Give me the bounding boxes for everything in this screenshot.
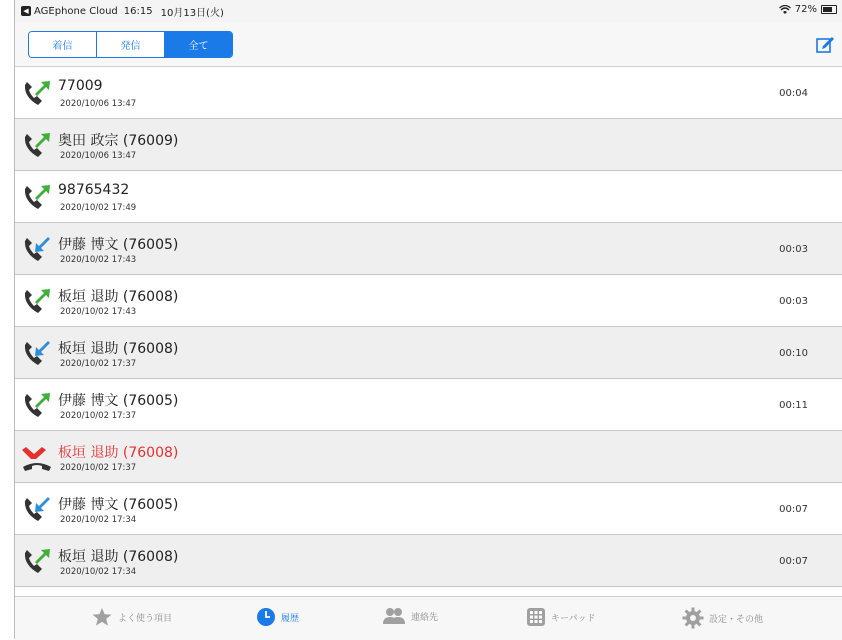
- tab-bar: [15, 596, 842, 640]
- tab-history-label: 履歴: [281, 613, 300, 624]
- tab-favorites-label: よく使う項目: [118, 613, 173, 624]
- call-date: 2020/10/02 17:43: [60, 255, 137, 265]
- missed-call-icon: [22, 441, 52, 471]
- outgoing-call-icon: [22, 129, 52, 159]
- status-right: [779, 4, 837, 15]
- call-date: 2020/10/02 17:34: [60, 567, 137, 577]
- segment-outgoing[interactable]: 発信: [97, 32, 165, 57]
- call-date: 2020/10/06 13:47: [60, 99, 137, 109]
- call-duration: 00:07: [779, 556, 808, 567]
- status-date: 10月13日(火): [160, 7, 224, 19]
- call-name: 98765432: [58, 182, 130, 198]
- call-row[interactable]: [15, 327, 842, 379]
- call-row[interactable]: [15, 379, 842, 431]
- call-date: 2020/10/02 17:43: [60, 307, 137, 317]
- call-date: 2020/10/02 17:37: [60, 411, 137, 421]
- outgoing-call-icon: [22, 545, 52, 575]
- call-date: 2020/10/06 13:47: [60, 151, 137, 161]
- call-date: 2020/10/02 17:37: [60, 359, 137, 369]
- tab-settings-label: 設定・その他: [709, 614, 764, 625]
- call-date: 2020/10/02 17:37: [60, 463, 137, 473]
- call-name: 77009: [58, 78, 103, 94]
- call-row[interactable]: [15, 67, 842, 119]
- gear-icon: [682, 607, 704, 629]
- app-screen: [14, 0, 842, 639]
- tab-contacts-label: 連絡先: [411, 612, 439, 623]
- outgoing-call-icon: [22, 181, 52, 211]
- device-frame: [0, 0, 14, 639]
- call-name: 板垣 退助 (76008): [58, 289, 179, 305]
- call-duration: 00:11: [779, 400, 808, 411]
- tab-contacts[interactable]: [382, 607, 438, 625]
- call-name: 奥田 政宗 (76009): [58, 133, 179, 149]
- call-name: 板垣 退助 (76008): [58, 549, 179, 565]
- status-bar: [15, 0, 842, 22]
- tab-settings[interactable]: [682, 607, 763, 629]
- call-filter-segment: [28, 31, 233, 58]
- compose-icon[interactable]: [815, 34, 835, 54]
- call-name: 伊藤 博文 (76005): [58, 497, 179, 513]
- call-date: 2020/10/02 17:34: [60, 515, 137, 525]
- call-duration: 00:03: [779, 296, 808, 307]
- incoming-call-icon: [22, 233, 52, 263]
- call-row[interactable]: [15, 223, 842, 275]
- call-name: 伊藤 博文 (76005): [58, 237, 179, 253]
- tab-keypad-label: キーパッド: [551, 613, 596, 624]
- call-history-list: [15, 67, 842, 587]
- outgoing-call-icon: [22, 285, 52, 315]
- call-duration: 00:04: [779, 88, 808, 99]
- call-row[interactable]: [15, 171, 842, 223]
- call-row[interactable]: [15, 535, 842, 587]
- call-name: 板垣 退助 (76008): [58, 341, 179, 357]
- segment-incoming[interactable]: 着信: [29, 32, 97, 57]
- tab-favorites[interactable]: [91, 607, 172, 627]
- outgoing-call-icon: [22, 389, 52, 419]
- tab-keypad[interactable]: [526, 607, 596, 627]
- battery-icon: [821, 5, 837, 14]
- battery-percent: 72%: [794, 4, 817, 15]
- incoming-call-icon: [22, 337, 52, 367]
- call-row[interactable]: [15, 119, 842, 171]
- call-duration: 00:07: [779, 504, 808, 515]
- star-icon: [91, 607, 113, 627]
- call-name: 板垣 退助 (76008): [58, 445, 179, 461]
- tab-history[interactable]: [256, 607, 299, 627]
- call-name: 伊藤 博文 (76005): [58, 393, 179, 409]
- outgoing-call-icon: [22, 77, 52, 107]
- call-duration: 00:10: [779, 348, 808, 359]
- contacts-icon: [382, 607, 406, 625]
- call-row[interactable]: [15, 483, 842, 535]
- status-carrier: AGEphone Cloud: [34, 5, 118, 17]
- incoming-call-icon: [22, 493, 52, 523]
- back-to-app-icon[interactable]: ◀: [21, 6, 31, 16]
- wifi-icon: [779, 5, 791, 15]
- keypad-icon: [526, 607, 546, 627]
- call-duration: 00:03: [779, 244, 808, 255]
- status-time: 16:15: [123, 5, 153, 17]
- segment-all[interactable]: 全て: [165, 32, 232, 57]
- toolbar: [15, 22, 842, 67]
- clock-icon: [256, 607, 276, 627]
- call-row[interactable]: [15, 431, 842, 483]
- call-row[interactable]: [15, 275, 842, 327]
- call-date: 2020/10/02 17:49: [60, 203, 137, 213]
